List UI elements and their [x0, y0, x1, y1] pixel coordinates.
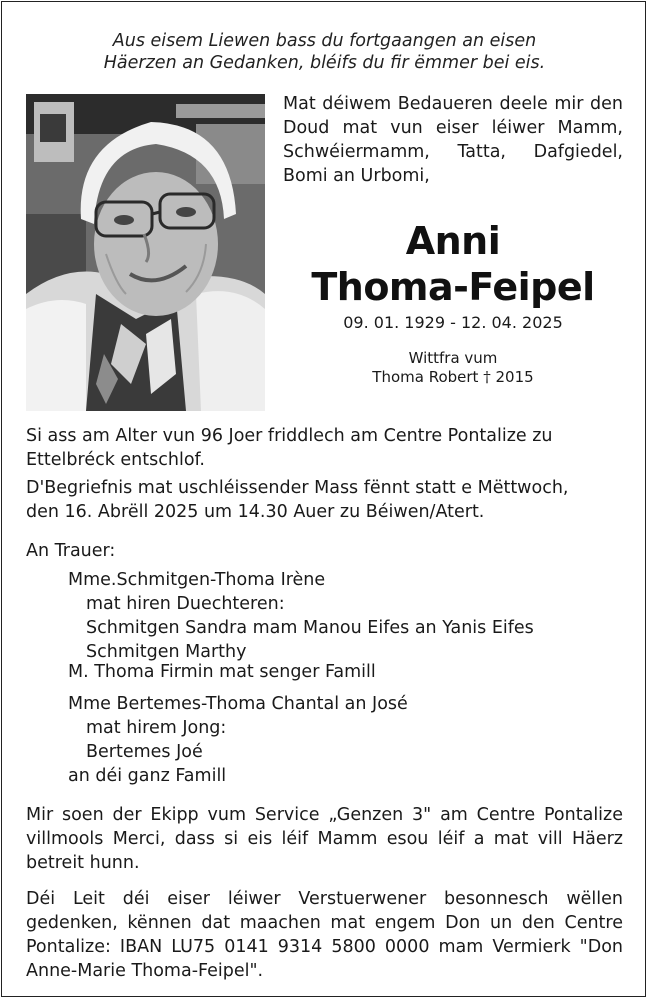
mourners-heading-text: An Trauer: [26, 541, 116, 561]
widow-name: Thoma Robert [372, 368, 479, 386]
family-3-member-1: Bertemes Joé [86, 742, 203, 762]
funeral-notice [26, 476, 623, 524]
last-name: Thoma-Feipel [311, 265, 595, 309]
portrait-illustration [26, 94, 265, 411]
thanks-text: Mir soen der Ekipp vum Service „Genzen 3" am Centre Pontalize villmools Merci, dass si eis léif Mamm esou léif a mat vill Häerz betreit hunn. [26, 805, 623, 873]
family-3-head: Mme Bertemes-Thoma Chantal an José [68, 694, 408, 714]
funeral-line-1: D'Begriefnis mat uschléissender Mass fënnt statt e Mëttwoch, [26, 478, 569, 498]
closing-text: an déi ganz Famill [68, 766, 227, 786]
death-notice [26, 424, 623, 472]
widow-year: 2015 [495, 368, 534, 386]
death-notice-line-2: Ettelbréck entschlof. [26, 450, 205, 470]
first-name: Anni [405, 219, 501, 263]
motto [0, 30, 649, 74]
family-1-head: Mme.Schmitgen-Thoma Irène [68, 570, 326, 590]
family-1-sub: mat hiren Duechteren: [86, 594, 285, 614]
intro-text: Mat déiwem Bedaueren deele mir den Doud mat vun eiser léiwer Mamm, Schwéiermamm, Tatta, Dafgiedel, Bomi an Urbomi, [283, 94, 623, 186]
motto-line-2: Häerzen an Gedanken, bléifs du fir ëmmer bei eis. [103, 53, 546, 73]
mourners-closing [26, 764, 623, 788]
cross-icon: † [483, 368, 491, 386]
family-3-sub: mat hirem Jong: [86, 718, 227, 738]
mourners-family-2 [26, 660, 623, 684]
family-1-member-1: Schmitgen Sandra mam Manou Eifes an Yanis Eifes [86, 618, 534, 638]
deceased-name [283, 218, 623, 310]
family-2-head: M. Thoma Firmin mat senger Famill [68, 662, 376, 682]
mourners-family-1 [26, 568, 623, 664]
widow-details [283, 368, 623, 387]
portrait-photo [26, 94, 265, 411]
mourners-family-3 [26, 692, 623, 764]
mourners-heading [26, 539, 623, 563]
death-notice-line-1: Si ass am Alter vun 96 Joer friddlech am Centre Pontalize zu [26, 426, 553, 446]
widow-label: Wittfra vum [408, 349, 498, 367]
life-dates: 09. 01. 1929 - 12. 04. 2025 [343, 313, 563, 332]
funeral-line-2: den 16. Abrëll 2025 um 14.30 Auer zu Béiwen/Atert. [26, 502, 485, 522]
widow-of [283, 349, 623, 387]
motto-line-1: Aus eisem Liewen bass du fortgaangen an eisen [112, 31, 537, 51]
family-1-member-2: Schmitgen Marthy [86, 642, 247, 662]
donation-text: Déi Leit déi eiser léiwer Verstuerwener besonnesch wëllen gedenken, kënnen dat maachen mat engem Don un den Centre Pontalize: IBAN LU75 0141 9314 5800 0000 mam Vermierk "Don Anne-Marie Thoma-Feipel". [26, 889, 623, 981]
